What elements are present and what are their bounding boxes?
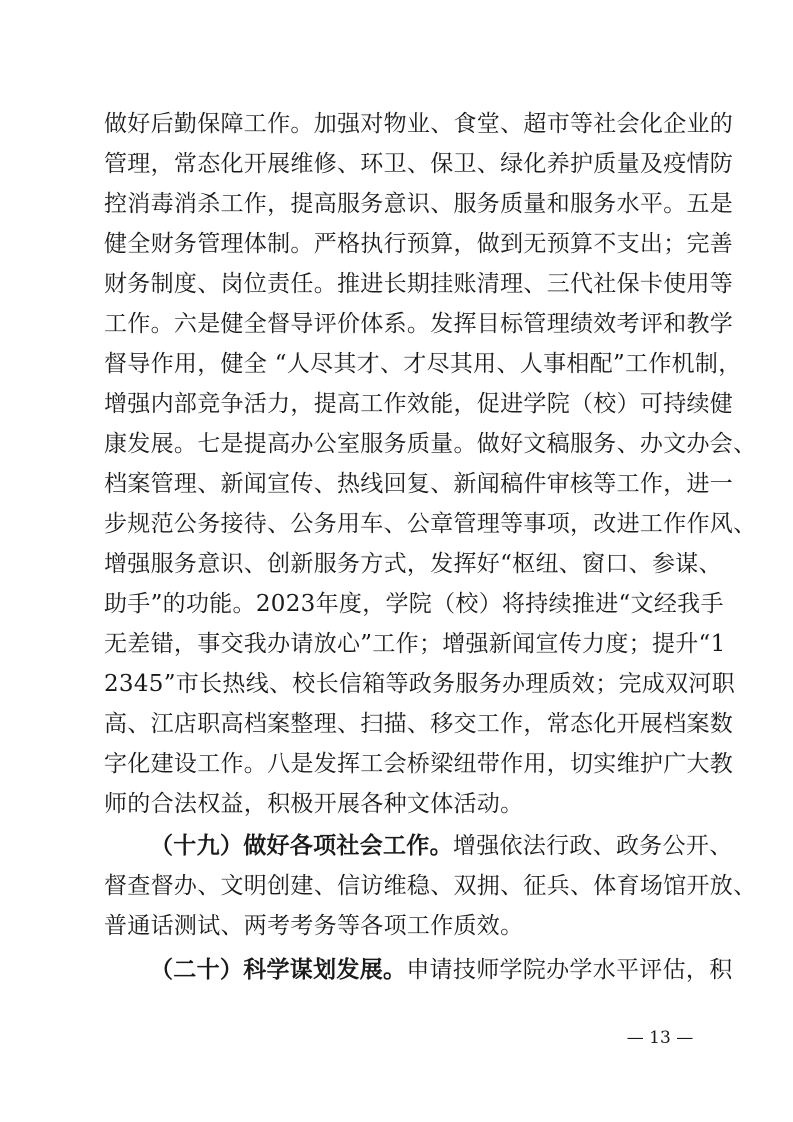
text-line: 工作。六是健全督导评价体系。发挥目标管理绩效考评和教学 [104, 311, 734, 337]
text-line: 师的合法权益，积极开展各种文体活动。 [104, 791, 524, 817]
text-line: 控消毒消杀工作，提高服务意识、服务质量和服务水平。五是 [104, 191, 734, 217]
page-number: — 13 — [626, 1028, 694, 1048]
text-line: 高、江店职高档案整理、扫描、移交工作，常态化开展档案数 [104, 711, 734, 737]
text-line: 字化建设工作。八是发挥工会桥梁纽带作用，切实维护广大教 [104, 751, 734, 777]
text-line: 步规范公务接待、公务用车、公章管理等事项，改进工作作风、 [104, 511, 757, 537]
text-line: 增强内部竞争活力，提高工作效能，促进学院（校）可持续健 [104, 391, 734, 417]
text-line: 普通话测试、两考考务等各项工作质效。 [104, 913, 524, 939]
text-line: 健全财务管理体制。严格执行预算，做到无预算不支出；完善 [104, 231, 734, 257]
text-line: 财务制度、岗位责任。推进长期挂账清理、三代社保卡使用等 [104, 271, 734, 297]
text-line: 档案管理、新闻宣传、热线回复、新闻稿件审核等工作，进一 [104, 471, 734, 497]
section-20-first-line [104, 950, 733, 990]
text-line: 助手”的功能。2023年度，学院（校）将持续推进“文经我手 [104, 591, 724, 617]
text-line: 无差错，事交我办请放心”工作；增强新闻宣传力度；提升“1 [104, 631, 726, 657]
section-20-heading: （二十）科学谋划发展。 [150, 956, 407, 983]
text-line: 增强服务意识、创新服务方式，发挥好“枢纽、窗口、参谋、 [104, 551, 722, 577]
text-line: 康发展。七是提高办公室服务质量。做好文稿服务、办文办会、 [104, 431, 757, 457]
text-line: 做好后勤保障工作。加强对物业、食堂、超市等社会化企业的 [104, 111, 734, 137]
text-line: 督导作用，健全 “人尽其才、才尽其用、人事相配”工作机制， [104, 351, 742, 377]
section-19-first-line [104, 826, 733, 866]
text-line: 督查督办、文明创建、信访维稳、双拥、征兵、体育场馆开放、 [104, 873, 757, 899]
section-19-heading: （十九）做好各项社会工作。 [150, 832, 453, 859]
section-19-first-line-text: 增强依法行政、政务公开、 [452, 833, 733, 859]
text-line: 2345”市长热线、校长信箱等政务服务办理质效；完成双河职 [104, 671, 735, 697]
section-20-first-line-text: 申请技师学院办学水平评估，积 [406, 957, 733, 983]
text-line: 管理，常态化开展维修、环卫、保卫、绿化养护质量及疫情防 [104, 151, 734, 177]
